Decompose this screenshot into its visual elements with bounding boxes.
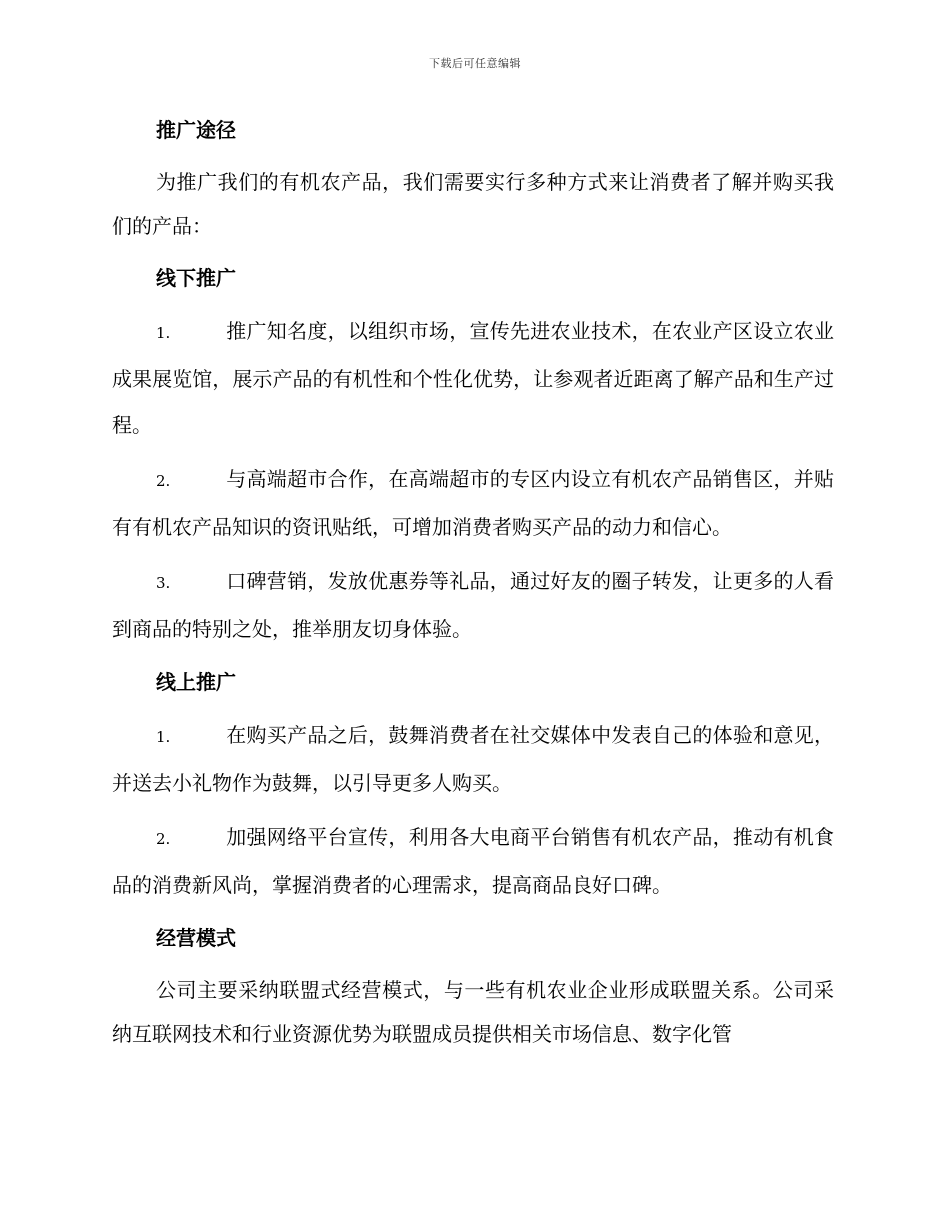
section-heading-offline: 线下推广 [156,266,236,290]
document-body [112,108,834,1064]
section-heading-promotion: 推广途径 [156,118,236,142]
page-header: 下载后可任意编辑 [429,57,521,70]
promotion-intro-paragraph: 为推广我们的有机农产品，我们需要实行多种方式来让消费者了解并购买我们的产品： [112,170,834,238]
list-item-text: 口碑营销，发放优惠券等礼品，通过好友的圈子转发，让更多的人看到商品的特别之处，推举朋友切身体验。 [112,569,834,641]
list-item [112,308,834,448]
list-item [112,456,834,550]
list-item-number: 2. [156,472,171,490]
business-model-paragraph: 公司主要采纳联盟式经营模式，与一些有机农业企业形成联盟关系。公司采纳互联网技术和行业资源优势为联盟成员提供相关市场信息、数字化管 [112,978,834,1046]
section-heading-online: 线上推广 [156,670,236,694]
list-item-number: 3. [156,574,171,592]
list-item-text: 加强网络平台宣传，利用各大电商平台销售有机农产品，推动有机食品的消费新风尚，掌握消费者的心理需求，提高商品良好口碑。 [112,825,834,897]
list-item-text: 与高端超市合作，在高端超市的专区内设立有机农产品销售区，并贴有有机农产品知识的资讯贴纸，可增加消费者购买产品的动力和信心。 [112,467,834,539]
list-item-number: 1. [156,728,171,746]
list-item-text: 在购买产品之后，鼓舞消费者在社交媒体中发表自己的体验和意见，并送去小礼物作为鼓舞，以引导更多人购买。 [112,723,834,795]
list-item-text: 推广知名度，以组织市场，宣传先进农业技术，在农业产区设立农业成果展览馆，展示产品的有机性和个性化优势，让参观者近距离了解产品和生产过程。 [112,319,834,437]
list-item-number: 1. [156,324,171,342]
section-heading-business-model: 经营模式 [156,926,236,950]
list-item [112,558,834,652]
list-item [112,814,834,908]
list-item [112,712,834,806]
list-item-number: 2. [156,830,171,848]
